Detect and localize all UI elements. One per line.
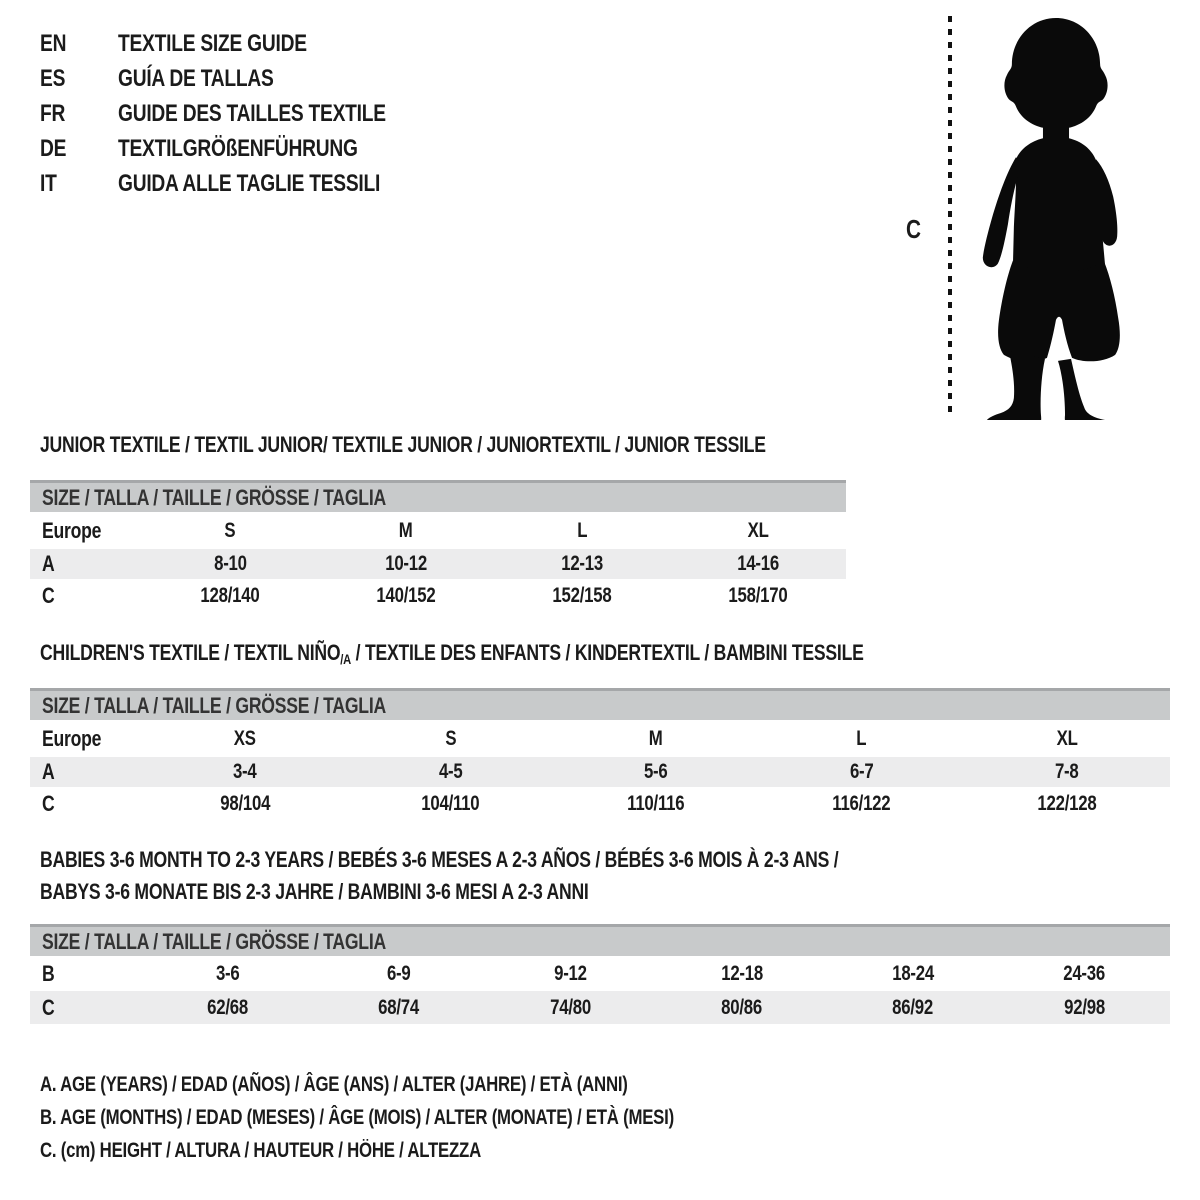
table-row-age-years xyxy=(30,549,846,579)
cell-value: 62/68 xyxy=(207,995,249,1019)
column-header: S xyxy=(444,726,456,750)
region-header-row xyxy=(30,720,1170,757)
cell-value: 12-18 xyxy=(720,961,763,985)
column-header: XL xyxy=(747,518,769,542)
babies-section-title: BABIES 3-6 MONTH TO 2-3 YEARS / BEBÉS 3-6 MESES A 2-3 AÑOS / BÉBÉS 3-6 MOIS À 2-3 ANS / BABYS 3-6 MONATE BIS 2-3 JAHRE / BAMBINI 3-6 MESI A 2-3 ANNI xyxy=(40,847,839,904)
language-row-it xyxy=(40,166,453,201)
cell-value: 5-6 xyxy=(644,760,668,783)
size-header-bar: SIZE / TALLA / TAILLE / GRÖSSE / TAGLIA xyxy=(30,480,846,512)
language-label: TEXTILE SIZE GUIDE xyxy=(118,29,307,57)
cell-value: 122/128 xyxy=(1037,791,1097,815)
legend-line-c: C. (cm) HEIGHT / ALTURA / HAUTEUR / HÖHE / ALTEZZA xyxy=(40,1138,481,1162)
cell-value: 7-8 xyxy=(1055,760,1079,783)
cell-value: 14-16 xyxy=(737,552,779,575)
column-header: XL xyxy=(1056,726,1078,750)
cell-value: 8-10 xyxy=(213,552,247,575)
cell-value: 128/140 xyxy=(200,583,260,607)
cell-value: 92/98 xyxy=(1063,995,1105,1019)
language-code: DE xyxy=(40,134,67,162)
nino-a-subscript: /A xyxy=(340,651,352,667)
cell-value: 74/80 xyxy=(549,995,591,1019)
cell-value: 24-36 xyxy=(1063,961,1106,985)
language-row-de xyxy=(40,131,453,166)
column-header: XS xyxy=(233,726,256,750)
row-label: C xyxy=(42,582,55,608)
column-header: S xyxy=(224,518,236,542)
cell-value: 18-24 xyxy=(892,961,934,985)
cell-value: 86/92 xyxy=(892,995,934,1019)
cell-value: 6-9 xyxy=(387,961,411,985)
children-size-table xyxy=(30,688,1170,820)
table-row-height-cm xyxy=(30,991,1170,1024)
children-section-title: CHILDREN'S TEXTILE / TEXTIL NIÑO/A / TEXTILE DES ENFANTS / KINDERTEXTIL / BAMBINI TESSILE xyxy=(40,640,864,667)
cell-value: 4-5 xyxy=(438,760,463,783)
cell-value: 152/158 xyxy=(552,583,612,607)
cell-value: 3-6 xyxy=(215,961,240,985)
language-code: FR xyxy=(40,99,66,127)
legend-line-b: B. AGE (MONTHS) / EDAD (MESES) / ÂGE (MOIS) / ALTER (MONATE) / ETÀ (MESI) xyxy=(40,1105,674,1129)
language-code: EN xyxy=(40,29,67,57)
language-row-en xyxy=(40,26,453,61)
column-header: M xyxy=(649,726,663,750)
junior-section-title: JUNIOR TEXTILE / TEXTIL JUNIOR/ TEXTILE JUNIOR / JUNIORTEXTIL / JUNIOR TESSILE xyxy=(40,432,766,457)
table-row-age-years xyxy=(30,757,1170,787)
language-code: IT xyxy=(40,169,57,197)
legend-line-a: A. AGE (YEARS) / EDAD (AÑOS) / ÂGE (ANS) / ALTER (JAHRE) / ETÀ (ANNI) xyxy=(40,1072,628,1096)
babies-size-table xyxy=(30,924,1170,1024)
height-dashed-line xyxy=(948,16,952,418)
language-code: ES xyxy=(40,64,66,92)
height-measure-label: C xyxy=(906,214,921,244)
cell-value: 80/86 xyxy=(721,995,763,1019)
region-label: Europe xyxy=(42,517,102,543)
language-label: GUIDE DES TAILLES TEXTILE xyxy=(118,99,386,127)
cell-value: 9-12 xyxy=(553,961,587,985)
language-title-list xyxy=(40,26,453,201)
row-label: C xyxy=(42,994,55,1020)
language-label: GUÍA DE TALLAS xyxy=(118,64,274,92)
size-header-bar: SIZE / TALLA / TAILLE / GRÖSSE / TAGLIA xyxy=(30,924,1170,956)
language-row-es xyxy=(40,61,453,96)
cell-value: 98/104 xyxy=(219,791,270,815)
cell-value: 110/116 xyxy=(627,791,685,815)
size-header-bar: SIZE / TALLA / TAILLE / GRÖSSE / TAGLIA xyxy=(30,688,1170,720)
cell-value: 68/74 xyxy=(378,995,420,1019)
column-header: L xyxy=(856,726,867,750)
row-label: A xyxy=(42,551,55,576)
row-label: B xyxy=(42,960,55,986)
junior-size-table xyxy=(30,480,846,612)
cell-value: 10-12 xyxy=(385,552,427,575)
row-label: A xyxy=(42,759,55,784)
language-label: GUIDA ALLE TAGLIE TESSILI xyxy=(118,169,381,197)
table-row-age-months xyxy=(30,956,1170,991)
toddler-silhouette-icon xyxy=(956,14,1158,420)
measurement-legend xyxy=(40,1068,832,1167)
toddler-silhouette-image xyxy=(956,14,1158,420)
language-row-fr xyxy=(40,96,453,131)
cell-value: 158/170 xyxy=(728,583,788,607)
table-row-height-cm xyxy=(30,579,846,612)
region-header-row xyxy=(30,512,846,549)
cell-value: 3-4 xyxy=(233,760,257,783)
cell-value: 6-7 xyxy=(849,760,874,783)
row-label: C xyxy=(42,790,55,816)
cell-value: 140/152 xyxy=(376,583,436,607)
cell-value: 12-13 xyxy=(561,552,603,575)
column-header: M xyxy=(399,518,413,542)
table-row-height-cm xyxy=(30,787,1170,820)
cell-value: 104/110 xyxy=(421,791,480,815)
region-label: Europe xyxy=(42,725,102,751)
column-header: L xyxy=(576,518,588,542)
language-label: TEXTILGRÖßENFÜHRUNG xyxy=(118,134,358,162)
cell-value: 116/122 xyxy=(832,791,891,815)
